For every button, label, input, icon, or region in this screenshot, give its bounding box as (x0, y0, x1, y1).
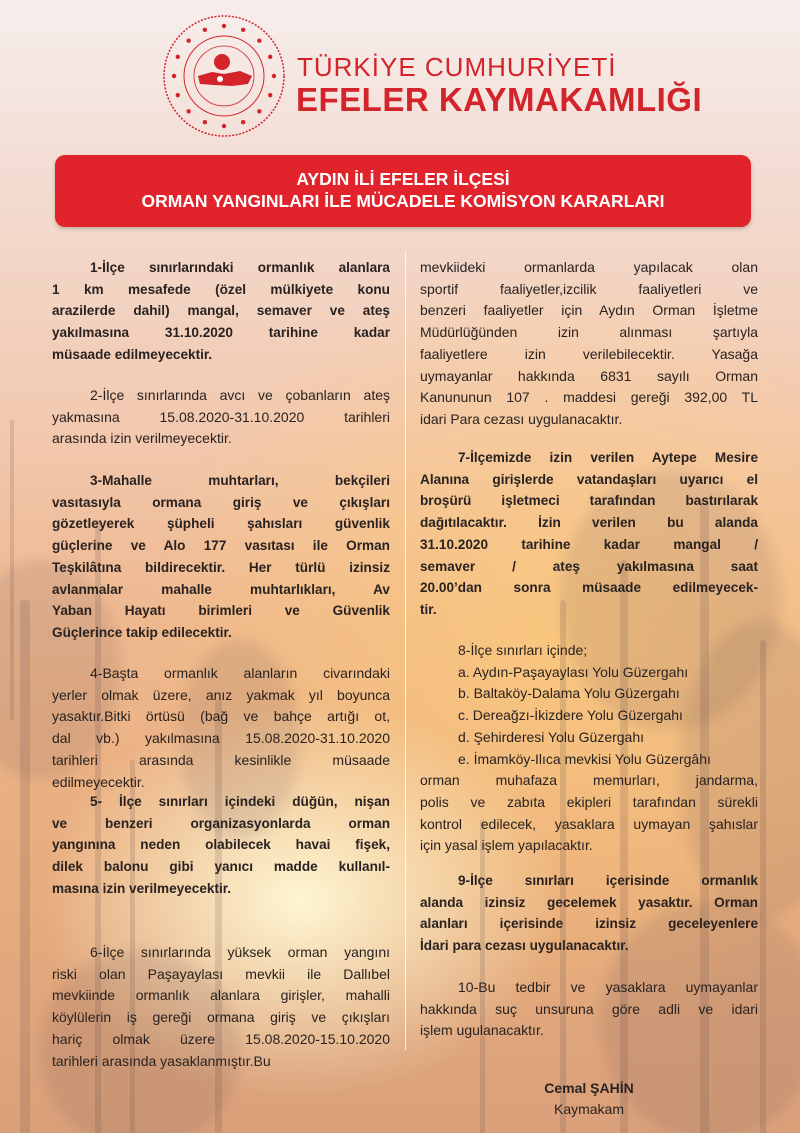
paragraph-line: hariç olmak üzere 15.08.2020-15.10.2020 (52, 1030, 390, 1047)
paragraph-line: Güçlerince takip edilecektir. (52, 624, 232, 640)
decision-paragraph (52, 470, 390, 644)
paragraph-line: yerler olmak üzere, anız yakmak yıl boyunca (52, 686, 390, 703)
paragraph-line: 31.10.2020 tarihine kadar mangal / (420, 536, 758, 552)
decision-paragraph (420, 977, 758, 1042)
paragraph-line: işlem ugulanacaktır. (420, 1022, 544, 1039)
paragraph-line: 20.00’dan sonra müsaade edilmeyecek- (420, 580, 758, 596)
paragraph-line: 9-İlçe sınırları içerisinde ormanlık (458, 873, 758, 888)
paragraph-line: 8-İlçe sınırları içinde; (458, 642, 588, 658)
paragraph-line: Teşkilâtına bildirecektir. Her türlü izinsiz (52, 559, 390, 575)
decision-paragraph (52, 663, 390, 793)
paragraph-line: ve benzeri organizasyonlarda orman (52, 815, 390, 831)
paragraph-line: benzeri faaliyetler için Aydın Orman İşletme (420, 302, 758, 319)
paragraph-line: kontrol edilecek, yasaklara uymayan şahıslar (420, 815, 758, 832)
paragraph-line: avlanmalar mahalle muhtarlıkları, Av (52, 581, 390, 597)
paragraph-line: arasında izin verilmeyecektir. (52, 430, 232, 447)
paragraph-line: b. Baltaköy-Dalama Yolu Güzergahı (458, 685, 680, 702)
paragraph-line: yangınına neden olabilecek havai fişek, (52, 837, 390, 853)
paragraph-line: a. Aydın-Paşayaylası Yolu Güzergahı (458, 663, 689, 680)
paragraph-line: dal vb.) yakılmasına 15.08.2020-31.10.2020 (52, 730, 390, 747)
paragraph-line: polis ve zabıta ekipleri tarafından sürekli (420, 793, 758, 810)
paragraph-line: 7-İlçemizde izin verilen Aytepe Mesire (458, 450, 758, 465)
paragraph-line: 2-İlçe sınırlarında avcı ve çobanların ateş (90, 387, 390, 403)
header-title-country: TÜRKİYE CUMHURİYETİ (297, 52, 617, 82)
paragraph-line: için yasal işlem yapılacaktır. (420, 837, 593, 854)
paragraph-line: d. Şehirderesi Yolu Güzergahı (458, 728, 645, 745)
paragraph-line: alanları içerisinde izinsiz geceleyenlere (420, 916, 758, 932)
paragraph-line: 1 km mesafede (özel mülkiyete konu (52, 281, 390, 297)
paragraph-line: uymayanlar hakkında 6831 sayılı Orman (420, 367, 758, 384)
paragraph-line: Alanına girişlerde vatandaşları uyarıcı el (420, 471, 758, 487)
paragraph-line: alanda izinsiz gecelemek yasaktır. Orman (420, 894, 758, 910)
decision-paragraph (52, 385, 390, 450)
paragraph-line: gözetleyerek şüpheli şahısları güvenlik (52, 516, 390, 532)
paragraph-line: dilek balonu gibi yanıcı madde kullanıl- (52, 859, 390, 875)
paragraph-line: tarihleri arasında kesinlikle müsaade (52, 751, 390, 768)
header-title-office: EFELER KAYMAKAMLIĞI (296, 81, 703, 118)
paragraph-line: 4-Başta ormanlık alanların civarındaki (90, 665, 390, 681)
decision-paragraph (420, 870, 758, 957)
paragraph-line: tir. (420, 601, 437, 617)
decision-paragraph (420, 640, 758, 857)
paragraph-line: İdari para cezası uygulanacaktır. (420, 938, 629, 954)
paragraph-line: yakılmasına 31.10.2020 tarihine kadar (52, 325, 390, 341)
paragraph-line: masına izin verilmeyecektir. (52, 880, 232, 896)
paragraph-line: vasıtasıyla ormana giriş ve çıkışları (52, 494, 390, 510)
paragraph-line: sportif faaliyetler,izcilik faaliyetleri ve (420, 280, 758, 297)
paragraph-line: tarihleri arasında yasaklanmıştır.Bu (52, 1052, 271, 1069)
column-divider (405, 250, 406, 1050)
paragraph-line: 1-İlçe sınırlarındaki ormanlık alanlara (90, 260, 390, 275)
paragraph-line: edilmeyecektir. (52, 773, 145, 790)
banner-line-2: ORMAN YANGINLARI İLE MÜCADELE KOMİSYON KARARLARI (141, 191, 665, 211)
paragraph-line: müsaade edilmeyecektir. (52, 346, 213, 362)
banner-line-1: AYDIN İLİ EFELER İLÇESİ (296, 169, 510, 189)
paragraph-line: idari Para cezası uygulanacaktır. (420, 410, 623, 427)
paragraph-line: 5- İlçe sınırları içindeki düğün, nişan (90, 794, 390, 809)
decision-paragraph (52, 942, 390, 1072)
paragraph-line: mevkiideki ormanlarda yapılacak olan (420, 259, 758, 275)
paragraph-line: arazilerde dahil) mangal, semaver ve ateş (52, 303, 390, 319)
paragraph-line: semaver / ateş yakılmasına saat (420, 558, 758, 574)
paragraph-line: riski olan Paşayaylası mevkii ile Dallıbel (52, 965, 390, 982)
paragraph-line: Yaban Hayatı birimleri ve Güvenlik (52, 603, 390, 619)
ministry-seal-logo (162, 14, 286, 138)
paragraph-line: hakkında suç unsuruna göre adli ve idari (420, 1000, 758, 1017)
paragraph-line: broşürü işletmeci tarafından bastırılarak (420, 493, 758, 509)
paragraph-line: 6-İlçe sınırlarında yüksek orman yangını (90, 944, 390, 960)
paragraph-line: mevkiinde ormanlık alanlara girişler, mahalli (52, 987, 390, 1004)
paragraph-line: 3-Mahalle muhtarları, bekçileri (90, 473, 390, 488)
decision-paragraph (52, 791, 390, 900)
paragraph-line: dağıtılacaktır. İzin verilen bu alanda (420, 515, 758, 531)
paragraph-line: 10-Bu tedbir ve yasaklara uymayanlar (458, 979, 758, 995)
paragraph-line: güçlerine ve Alo 177 vasıtası ile Orman (52, 538, 390, 554)
paragraph-line: Kanununun 107 . maddesi gereği 392,00 TL (420, 389, 758, 406)
decision-paragraph (420, 257, 758, 431)
paragraph-line: e. İmamköy-Ilıca mevkisi Yolu Güzergâhı (458, 750, 711, 767)
paragraph-line: yasaktır.Bitki örtüsü (bağ ve bahçe artığı ot, (52, 708, 390, 725)
paragraph-line: c. Dereağzı-İkizdere Yolu Güzergahı (458, 707, 683, 724)
paragraph-line: orman muhafaza memurları, jandarma, (420, 772, 758, 789)
decision-banner (55, 155, 751, 227)
paragraph-line: yakmasına 15.08.2020-31.10.2020 tarihleri (52, 408, 390, 425)
decision-paragraph (52, 257, 390, 366)
paragraph-line: köylülerin iş gereği ormana giriş ve çıkışları (52, 1009, 390, 1026)
signature-name: Cemal ŞAHİN (544, 1080, 634, 1096)
paragraph-line: faaliyetlere izin verilebilecektir. Yasağa (420, 345, 758, 362)
signature-title: Kaymakam (553, 1101, 625, 1117)
decision-paragraph (420, 447, 758, 621)
paragraph-line: Müdürlüğünden izin alınması şartıyla (420, 324, 758, 341)
